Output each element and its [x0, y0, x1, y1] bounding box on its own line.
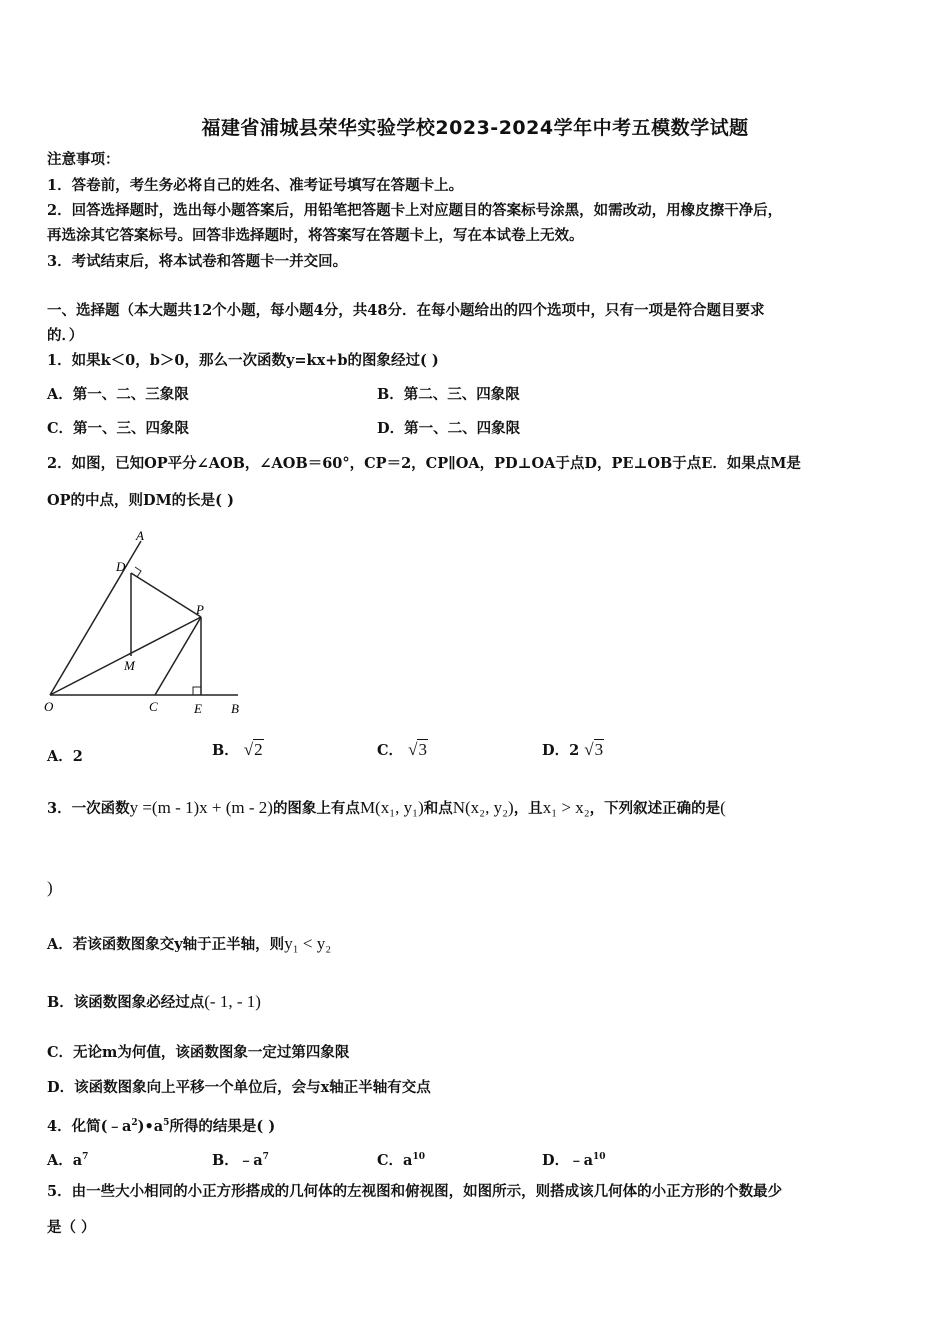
line-dp [131, 573, 201, 617]
notes-item-1: 1．答卷前，考生务必将自己的姓名、准考证号填写在答题卡上。 [47, 177, 464, 194]
q4-option-d-exp: 10 [592, 1152, 606, 1162]
q4-option-a-base: A．a [47, 1151, 83, 1169]
q2-stem-line1: 2．如图，已知OP平分∠AOB，∠AOB＝60°，CP＝2，CP∥OA，PD⊥OA于点D，PE⊥OB于点E．如果点M是 [47, 455, 801, 472]
q2-option-d [542, 740, 604, 761]
q3-mid2: 和点 [423, 800, 453, 817]
q2-option-c-label: C． [377, 742, 404, 759]
q2-stem-line2: OP的中点，则DM的长是( ) [47, 492, 234, 509]
label-p: P [196, 602, 204, 617]
q3-option-b-math: (- 1, - 1) [204, 992, 261, 1011]
notes-item-2-cont: 再选涂其它答案标号。回答非选择题时，将答案写在答题卡上，写在本试卷上无效。 [47, 227, 584, 244]
q2-option-b [212, 740, 264, 761]
sqrt-sign: √ [584, 740, 594, 759]
sqrt-sign: √ [408, 740, 418, 759]
q3-stem [47, 798, 726, 819]
q4-stem-b: )•a [137, 1117, 164, 1135]
q3-point-n: N(x₂, y₂) [452, 798, 514, 817]
notes-item-2: 2．回答选择题时，选出每小题答案后，用铅笔把答题卡上对应题目的答案标号涂黑，如需改动，用橡皮擦干净后， [47, 202, 783, 219]
q3-prefix: 3．一次函数 [47, 800, 130, 817]
label-m: M [124, 658, 135, 673]
radicand: 3 [418, 740, 427, 759]
section1-heading: 一、选择题（本大题共12个小题，每小题4分，共48分．在每小题给出的四个选项中，只有一项是符合题目要求 [47, 302, 765, 319]
q4-stem-c: 所得的结果是( ) [169, 1117, 276, 1135]
q4-option-a-exp: 7 [82, 1152, 89, 1162]
q4-option-d [542, 1147, 606, 1171]
label-c: C [149, 699, 158, 714]
label-d: D [116, 559, 126, 574]
label-e: E [194, 701, 202, 716]
radicand: 2 [254, 740, 263, 759]
q4-option-b-exp: 7 [262, 1152, 269, 1162]
q3-point-m: M(x₁, y₁) [359, 798, 424, 817]
label-b: B [231, 701, 239, 716]
q5-stem-line2: 是（ ） [47, 1219, 96, 1236]
q1-option-c: C．第一、三、四象限 [47, 420, 190, 437]
q3-option-c: C．无论m为何值，该函数图象一定过第四象限 [47, 1044, 350, 1061]
section1-heading-cont: 的．） [47, 327, 84, 344]
q4-option-d-base: D．﹣a [542, 1151, 593, 1169]
q4-option-b-base: B．﹣a [212, 1151, 263, 1169]
q3-option-b [47, 992, 261, 1013]
q2-option-d-label: D．2 [542, 742, 580, 759]
q2-option-c-math [408, 739, 428, 759]
q4-stem [47, 1113, 275, 1137]
q3-suffix: ，下列叙述正确的是 [589, 800, 721, 817]
radicand: 3 [594, 740, 604, 759]
q3-close-paren: ) [47, 878, 53, 897]
q3-mid1: 的图象上有点 [272, 800, 360, 817]
q3-function: y =(m - 1)x + (m - 2) [129, 798, 273, 817]
q3-condition: x₁ > x₂ [542, 798, 590, 817]
q3-option-b-text: B．该函数图象必经过点 [47, 994, 205, 1011]
sqrt-sign: √ [243, 740, 254, 759]
q4-exp2: 5 [163, 1118, 170, 1128]
q4-option-a [47, 1147, 88, 1171]
q1-stem: 1．如果k＜0，b＞0，那么一次函数y=kx+b的图象经过( ) [47, 352, 439, 369]
q2-geometry-figure [38, 525, 248, 720]
q3-mid3: ，且 [513, 800, 543, 817]
q3-option-a-text: A．若该函数图象交y轴于正半轴，则 [47, 936, 285, 953]
notes-heading: 注意事项： [47, 151, 120, 168]
q5-stem-line1: 5．由一些大小相同的小正方形搭成的几何体的左视图和俯视图，如图所示，则搭成该几何体的小正方形的个数最少 [47, 1183, 783, 1200]
q1-option-b: B．第二、三、四象限 [377, 386, 520, 403]
q4-option-c-base: C．a [377, 1151, 413, 1169]
q3-option-a [47, 934, 331, 955]
q4-option-c [377, 1147, 425, 1171]
q1-option-d: D．第一、二、四象限 [377, 420, 521, 437]
q2-option-d-math [584, 739, 604, 759]
q3-option-a-math: y₁ < y₂ [284, 934, 332, 953]
q2-option-b-label: B． [212, 742, 239, 759]
q1-option-a: A．第一、二、三象限 [47, 386, 189, 403]
exam-title: 福建省浦城县荣华实验学校2023-2024学年中考五模数学试题 [201, 117, 749, 139]
label-o: O [44, 699, 54, 714]
q3-option-d: D．该函数图象向上平移一个单位后，会与x轴正半轴有交点 [47, 1079, 431, 1096]
q3-open-paren: ( [720, 798, 726, 817]
q2-option-b-math [244, 739, 264, 759]
q2-option-c [377, 740, 428, 761]
q2-option-a: A．2 [47, 748, 83, 765]
right-angle-e [193, 687, 201, 695]
q4-option-b [212, 1147, 269, 1171]
q4-stem-a: 4．化简(﹣a [47, 1117, 132, 1135]
q4-option-c-exp: 10 [412, 1152, 425, 1162]
q4-exp1: 2 [131, 1118, 138, 1128]
notes-item-3: 3．考试结束后，将本试卷和答题卡一并交回。 [47, 253, 348, 270]
label-a: A [136, 528, 144, 543]
